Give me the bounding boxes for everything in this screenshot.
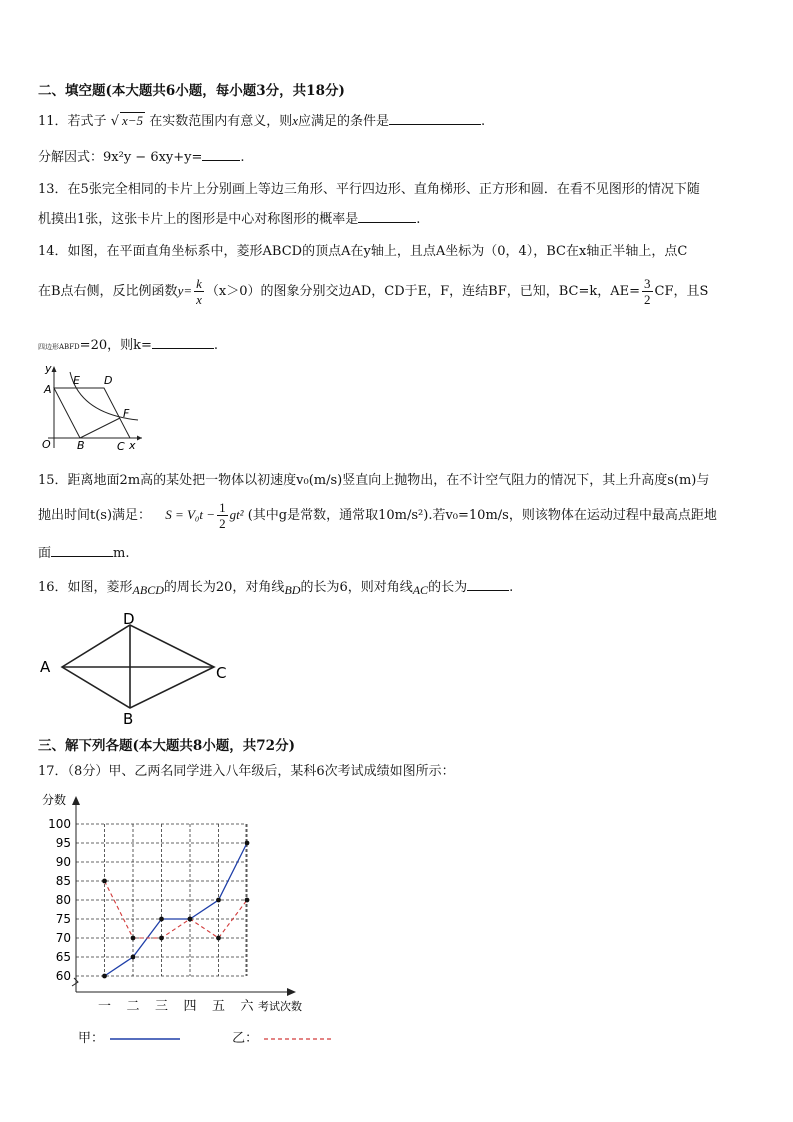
legend-label-jia: 甲： <box>78 1031 105 1046</box>
answer-blank-16[interactable] <box>467 578 509 591</box>
answer-blank-12[interactable] <box>202 148 240 161</box>
chart-series <box>102 841 249 979</box>
formula-part-a: S = V₀t − <box>165 507 216 522</box>
question-14-line2 <box>38 276 708 307</box>
segment-bf <box>80 418 120 438</box>
x-tick-label: 四 <box>183 999 197 1014</box>
y-tick-labels <box>48 817 71 983</box>
label-a: A <box>44 383 52 396</box>
q13-end: . <box>416 212 421 227</box>
y-tick-label: 70 <box>55 931 71 945</box>
legend-label-yi: 乙： <box>232 1031 259 1046</box>
label-o: O <box>42 438 51 451</box>
data-point <box>216 936 221 941</box>
data-point <box>131 955 136 960</box>
q12-text: 分解因式：9x²y − 6xy+y= <box>38 150 203 165</box>
q15-unit: m. <box>113 546 130 561</box>
score-line-chart <box>36 788 326 1020</box>
y-tick-label: 75 <box>55 912 71 926</box>
q11-text2: 应满足的条件是 <box>297 114 389 129</box>
q14-text-b: （x＞0）的图象分别交边AD，CD于E，F，连结BF，已知，BC=k，AE= <box>205 284 641 299</box>
fraction-numerator: k <box>196 276 202 291</box>
q14-text-c: CF，且S <box>654 284 709 299</box>
q16-text-c: 的长为6，则对角线 <box>300 580 413 595</box>
data-point <box>102 974 107 979</box>
answer-blank-15[interactable] <box>51 544 113 557</box>
y-tick-label: 95 <box>55 836 71 850</box>
fraction-denominator: x <box>196 292 202 307</box>
question-13-line1: 13．在5张完全相同的卡片上分别画上等边三角形、平行四边形、直角梯形、正方形和圆．在看不见图形的情况下随 <box>38 182 700 197</box>
q15-text-b: (其中g是常数，通常取10m/s²).若v₀=10m/s，则该物体在运动过程中最高点距地 <box>247 508 717 523</box>
sqrt-expression: √ x−5 <box>110 113 144 129</box>
q12-end: . <box>240 150 245 165</box>
y-tick-label: 100 <box>48 817 71 831</box>
q14-fn-lhs: y= <box>177 283 193 298</box>
x-tick-label: 二 <box>126 999 140 1014</box>
chart-axes <box>72 796 296 996</box>
axis-break-mark <box>72 978 78 986</box>
legend-swatch-jia <box>110 1036 180 1042</box>
q16-bd: BD <box>284 583 301 597</box>
label-y: y <box>45 362 52 375</box>
q11-number: 11． <box>38 114 68 129</box>
label-f: F <box>123 407 130 420</box>
x-axis-arrow <box>137 436 142 441</box>
data-point <box>159 917 164 922</box>
fraction-one-half <box>217 500 228 531</box>
x-tick-label: 六 <box>240 999 254 1014</box>
q16-abcd: ABCD <box>132 583 164 597</box>
fraction-three-halves <box>642 276 653 307</box>
question-15-line3 <box>38 542 129 561</box>
question-11 <box>38 110 485 129</box>
label-d: D <box>104 374 113 387</box>
data-point <box>131 936 136 941</box>
x-tick-labels <box>98 999 255 1014</box>
series-line-jia <box>105 843 248 976</box>
q16-end: . <box>509 580 514 595</box>
vertex-label-a: A <box>40 658 51 676</box>
q11-prefix: 若式子 <box>67 114 107 129</box>
figure-q14-rhombus-graph <box>36 362 148 454</box>
section-heading-fill-in: 二、填空题(本大题共6小题，每小题3分，共18分) <box>38 83 345 99</box>
y-tick-label: 90 <box>55 855 71 869</box>
series-line-yi <box>105 881 248 938</box>
answer-blank-11[interactable] <box>389 112 481 125</box>
chart-legend <box>78 1027 334 1046</box>
data-point <box>216 898 221 903</box>
q11-var: x <box>292 113 298 128</box>
label-e: E <box>73 374 80 387</box>
question-14-line1: 14．如图，在平面直角坐标系中，菱形ABCD的顶点A在y轴上，且点A坐标为（0，4），BC在x轴正半轴上，点C <box>38 244 688 259</box>
x-tick-label: 一 <box>97 999 112 1014</box>
data-point <box>188 917 193 922</box>
question-14-line3 <box>38 334 218 353</box>
y-axis-title: 分数 <box>42 793 67 807</box>
y-axis-arrow <box>52 366 57 372</box>
label-x: x <box>129 439 136 452</box>
chart-grid <box>76 824 247 976</box>
x-axis-title: 考试次数 <box>258 1000 302 1013</box>
fraction-k-over-x <box>194 276 204 307</box>
q15-text-c: 面 <box>38 546 52 561</box>
legend-swatch-yi <box>264 1036 334 1042</box>
q14-text-a: 在B点右侧，反比例函数 <box>38 284 178 299</box>
q13-text: 机摸出1张，这张卡片上的图形是中心对称图形的概率是 <box>38 212 359 227</box>
question-12 <box>38 146 245 165</box>
data-point <box>159 936 164 941</box>
fraction-numerator: 1 <box>219 500 226 515</box>
formula-part-b: gt² <box>229 507 244 522</box>
data-point <box>245 898 250 903</box>
label-b: B <box>77 439 85 452</box>
q16-text-b: 的周长为20，对角线 <box>163 580 285 595</box>
vertex-label-d: D <box>123 610 135 628</box>
label-c: C <box>117 440 125 453</box>
q16-ac: AC <box>412 583 429 597</box>
q16-text-a: 16．如图，菱形 <box>38 580 133 595</box>
fraction-numerator: 3 <box>644 276 651 291</box>
q11-text: 在实数范围内有意义，则 <box>149 114 293 129</box>
data-point <box>245 841 250 846</box>
data-point <box>102 879 107 884</box>
fraction-denominator: 2 <box>219 516 226 531</box>
question-15-line1: 15．距离地面2m高的某处把一物体以初速度v₀(m/s)竖直向上抛物出，在不计空气阻力的情况下，其上升高度s(m)与 <box>38 473 710 488</box>
question-13-line2 <box>38 208 420 227</box>
q11-end: . <box>481 114 486 129</box>
x-tick-label: 五 <box>211 999 226 1014</box>
q14-subscript: 四边形ABFD <box>38 343 80 351</box>
y-tick-label: 80 <box>55 893 71 907</box>
x-axis-arrow <box>287 988 296 996</box>
answer-blank-14[interactable] <box>152 336 214 349</box>
x-tick-label: 三 <box>154 999 169 1014</box>
y-tick-label: 85 <box>55 874 71 888</box>
sqrt-radicand: x−5 <box>122 113 144 128</box>
question-15-line2 <box>38 500 717 531</box>
figure-q16-rhombus <box>36 610 236 728</box>
q14-end: . <box>213 338 219 353</box>
answer-blank-13[interactable] <box>358 210 416 223</box>
section-heading-solve: 三、解下列各题(本大题共8小题，共72分) <box>38 738 295 754</box>
rhombus-abcd <box>54 388 130 438</box>
fraction-denominator: 2 <box>644 292 651 307</box>
question-17: 17．（8分）甲、乙两名同学进入八年级后，某科6次考试成绩如图所示： <box>38 764 455 779</box>
y-tick-label: 60 <box>55 969 71 983</box>
vertex-label-c: C <box>216 664 227 682</box>
vertex-label-b: B <box>123 710 134 728</box>
q15-text-a: 抛出时间t(s)满足： <box>38 508 152 523</box>
question-16 <box>38 576 513 598</box>
q16-text-d: 的长为 <box>428 580 468 595</box>
y-axis-arrow <box>72 796 80 805</box>
y-tick-label: 65 <box>55 950 71 964</box>
q14-text-d: =20，则k= <box>79 338 152 353</box>
